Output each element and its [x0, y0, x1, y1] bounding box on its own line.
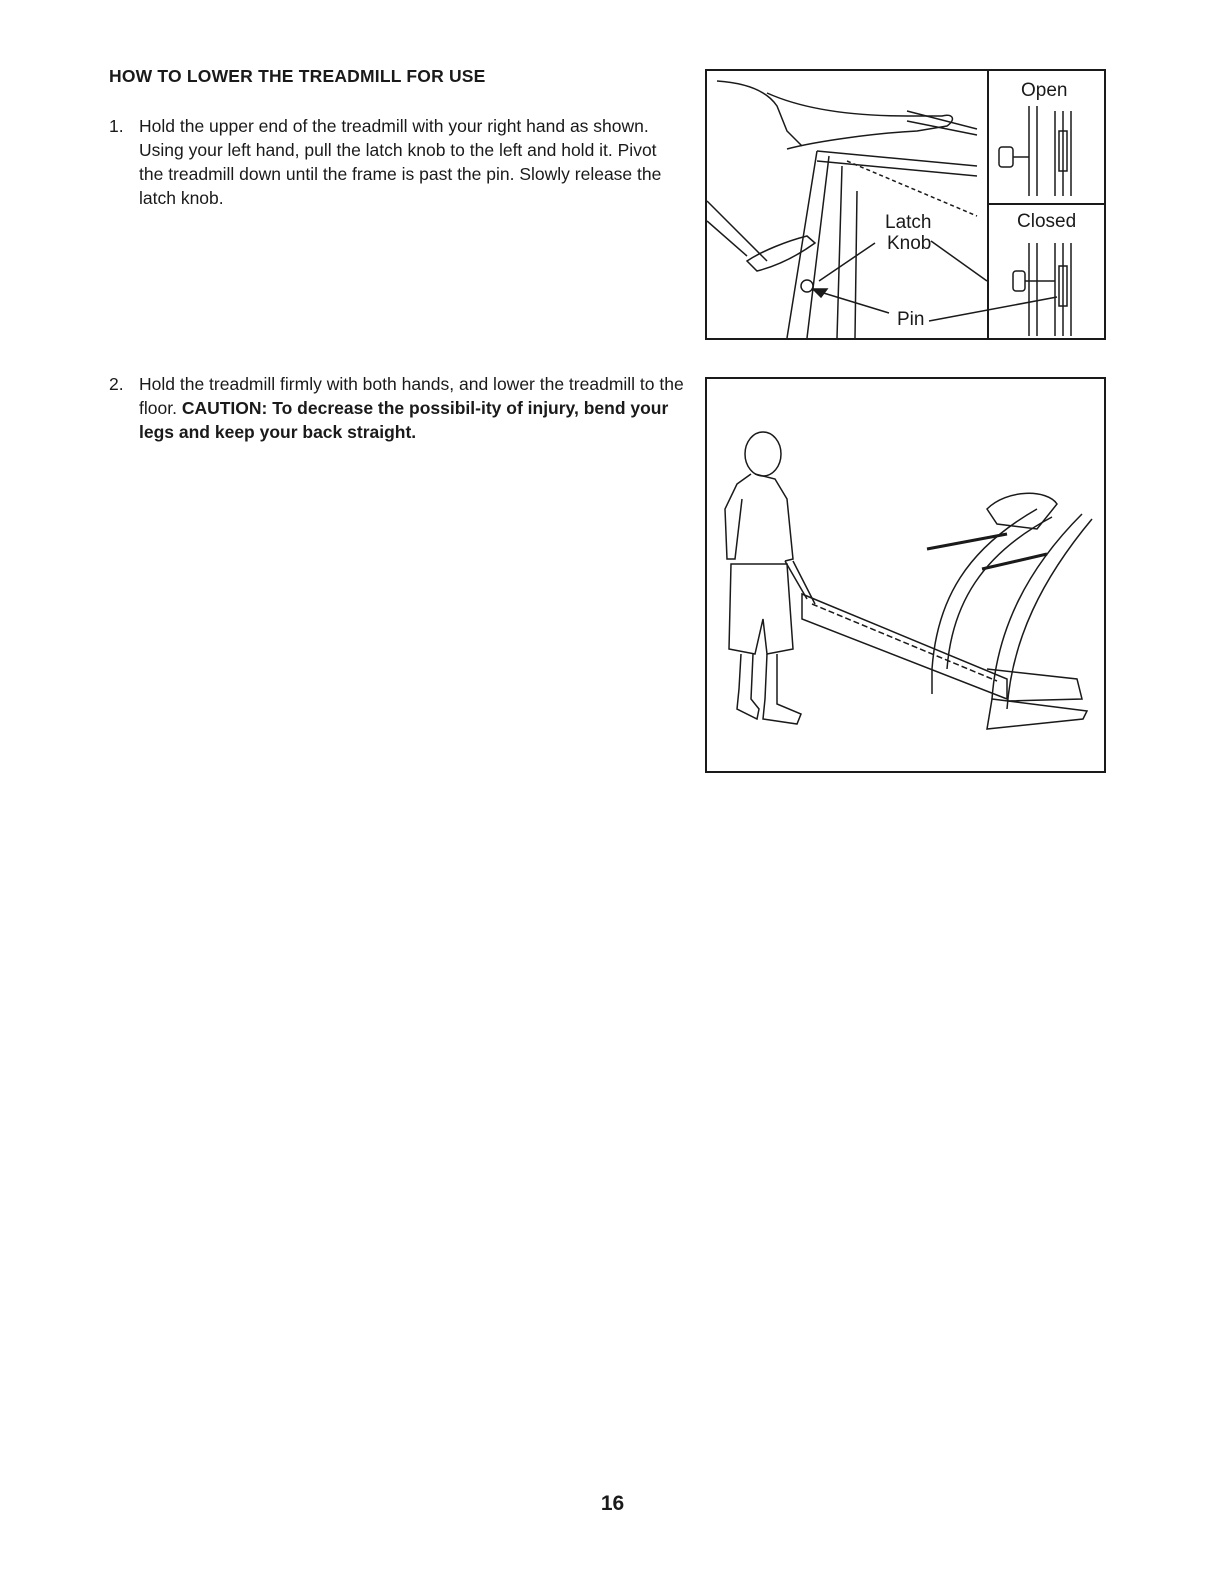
step-text — [139, 372, 684, 444]
lowering-illustration — [707, 379, 1104, 771]
person-head — [745, 432, 781, 476]
latch-figure — [705, 69, 1106, 340]
step-body: Hold the treadmill firmly with both hands, and lower the treadmill to the floor. — [139, 374, 684, 418]
page-number: 16 — [600, 1492, 625, 1515]
lowering-figure — [705, 377, 1106, 773]
step-number: 1. — [109, 116, 124, 136]
latch-label: Latch — [885, 212, 932, 233]
step-1 — [109, 114, 684, 210]
section-heading: HOW TO LOWER THE TREADMILL FOR USE — [109, 66, 486, 86]
closed-label: Closed — [1017, 211, 1077, 232]
caution-text: CAUTION: To decrease the possibil-ity of injury, bend your legs and keep your back straight. — [139, 398, 669, 442]
step-2 — [109, 372, 684, 444]
step-text: Hold the upper end of the treadmill with your right hand as shown. Using your left hand, pull the latch knob to the left and hold it. Pivot the treadmill down until the frame is past the pin. Slowly release the latch knob. — [139, 116, 662, 208]
knob-label: Knob — [887, 233, 932, 254]
open-label: Open — [1021, 80, 1068, 101]
latch-illustration — [707, 71, 1104, 338]
pin-label: Pin — [897, 309, 925, 330]
step-number: 2. — [109, 374, 124, 394]
